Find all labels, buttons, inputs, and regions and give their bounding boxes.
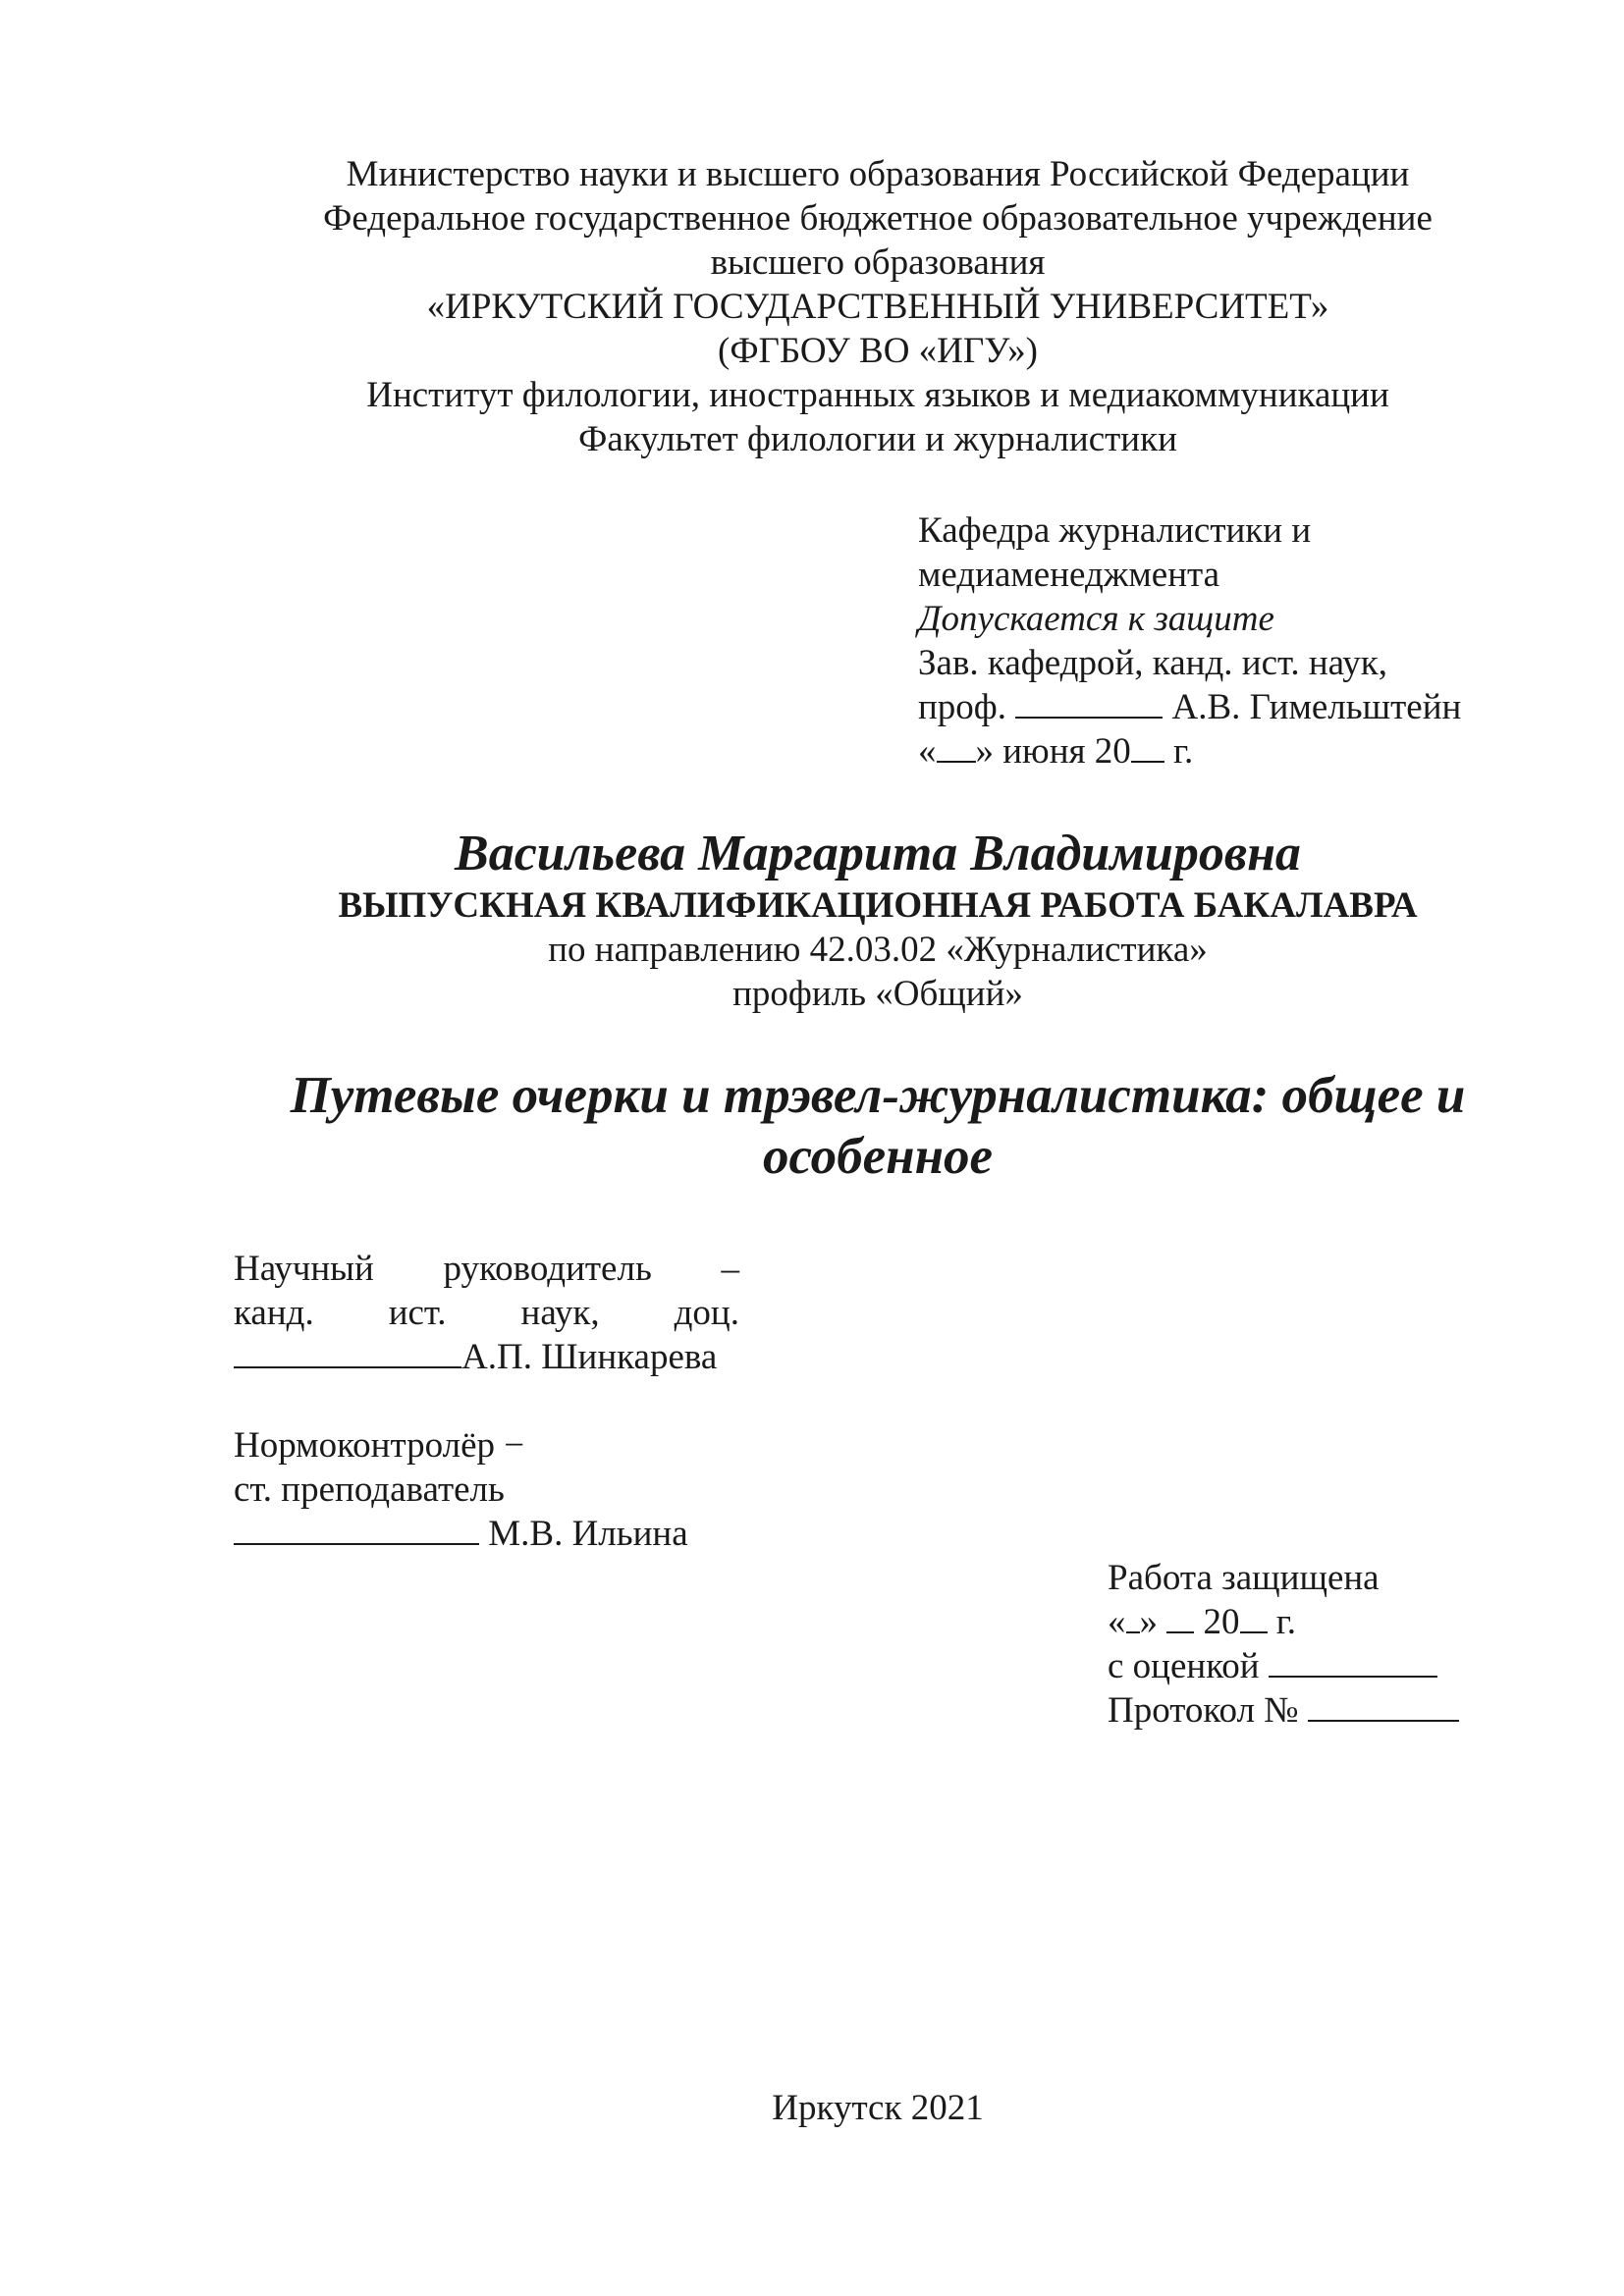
department-line-1: Кафедра журналистики и [918, 510, 1312, 551]
signature-blank [1015, 687, 1163, 719]
work-profile: профиль «Общий» [732, 974, 1023, 1014]
work-type: ВЫПУСКНАЯ КВАЛИФИКАЦИОННАЯ РАБОТА БАКАЛАВРА [338, 885, 1418, 926]
city-year: Иркутск 2021 [772, 2088, 984, 2128]
degree-word: ист. [388, 1293, 447, 1333]
institution-type-line: Федеральное государственное бюджетное образовательное учреждение [323, 198, 1433, 239]
work-info [0, 883, 1624, 1016]
defense-year-prefix: 20 [1203, 1602, 1240, 1642]
head-name: А.В. Гимельштейн [1171, 687, 1462, 727]
university-abbreviation: (ФГБОУ ВО «ИГУ») [718, 331, 1038, 371]
protocol-label: Протокол № [1108, 1690, 1299, 1731]
defense-month-blank [1166, 1602, 1194, 1633]
supervisor-block [234, 1247, 739, 1379]
approval-date-line [918, 729, 1461, 774]
defense-grade-line [1108, 1644, 1459, 1688]
normcontrol-block [234, 1423, 688, 1556]
defense-day-blank [1126, 1602, 1140, 1633]
faculty-name: Факультет филологии и журналистики [578, 419, 1177, 459]
prof-prefix: проф. [918, 687, 1007, 727]
work-direction: по направлению 42.03.02 «Журналистика» [548, 930, 1208, 970]
supervisor-degree-line [234, 1291, 739, 1335]
day-blank [937, 731, 976, 763]
head-signature-line [918, 685, 1461, 729]
topic-line-2: особенное [762, 1128, 994, 1185]
institution-type-line-2: высшего образования [710, 242, 1046, 283]
normcontrol-signature-line [234, 1512, 688, 1556]
normcontrol-signature-blank [234, 1514, 479, 1545]
date-open-quote: « [918, 731, 937, 772]
defense-date-line [1108, 1600, 1459, 1644]
normcontrol-position: ст. преподаватель [234, 1469, 505, 1510]
defense-block [1108, 1556, 1459, 1733]
supervisor-name: А.П. Шинкарева [461, 1337, 718, 1377]
protocol-line [1108, 1688, 1459, 1733]
university-name: «ИРКУТСКИЙ ГОСУДАРСТВЕННЫЙ УНИВЕРСИТЕТ» [426, 287, 1329, 327]
department-line-2: медиаменеджмента [918, 555, 1220, 595]
year-blank [1131, 731, 1164, 763]
grade-label: с оценкой [1108, 1646, 1260, 1686]
ministry-line: Министерство науки и высшего образования Российской Федерации [346, 154, 1410, 194]
date-month-year: » июня 20 [975, 731, 1131, 772]
supervisor-title-line [234, 1247, 739, 1291]
degree-word: канд. [234, 1293, 314, 1333]
supervisor-signature-blank [234, 1337, 461, 1368]
supervisor-dash: – [721, 1249, 739, 1289]
defense-date-suffix: г. [1275, 1602, 1297, 1642]
author-name: Васильева Маргарита Владимировна [455, 826, 1301, 881]
grade-blank [1269, 1646, 1437, 1678]
admitted-label: Допускается к защите [918, 599, 1274, 639]
supervisor-word: Научный [234, 1249, 374, 1289]
approval-block [918, 508, 1461, 774]
supervisor-word: руководитель [443, 1249, 652, 1289]
degree-word: доц. [674, 1293, 739, 1333]
head-title: Зав. кафедрой, канд. ист. наук, [918, 643, 1387, 683]
protocol-blank [1308, 1690, 1459, 1722]
thesis-topic [0, 1065, 1624, 1187]
institution-header [0, 152, 1624, 461]
defense-date-open: « [1108, 1602, 1126, 1642]
defense-year-blank [1240, 1602, 1268, 1633]
supervisor-signature-line [234, 1335, 739, 1379]
defense-status: Работа защищена [1108, 1558, 1380, 1598]
topic-line-1: Путевые очерки и трэвел-журналистика: общее и [290, 1067, 1466, 1124]
defense-date-close: » [1139, 1602, 1158, 1642]
institute-name: Институт филологии, иностранных языков и медиакоммуникации [366, 375, 1389, 415]
date-suffix: г. [1164, 731, 1194, 772]
normcontrol-title: Нормоконтролёр − [234, 1425, 525, 1466]
normcontrol-name: М.В. Ильина [488, 1514, 688, 1554]
degree-word: наук, [520, 1293, 600, 1333]
